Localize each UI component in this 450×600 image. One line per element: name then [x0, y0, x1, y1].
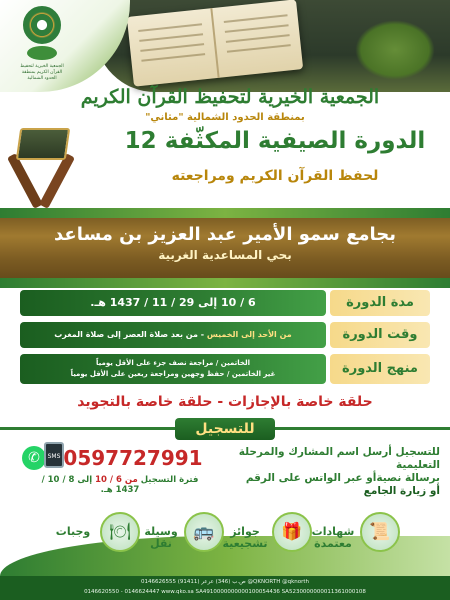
detail-row-duration — [20, 290, 430, 316]
registration-line1: للتسجيل أرسل اسم المشارك والمرحلة التعليمية — [238, 446, 440, 471]
features-bar — [0, 500, 450, 572]
registration-header — [0, 418, 450, 440]
registration-info — [212, 446, 440, 498]
logo-text-line3: الحدود الشمالية — [27, 76, 57, 81]
logo-text-line1: الجمعية الخيرية لتحفيظ — [20, 64, 64, 69]
bus-icon: 🚌 — [184, 512, 224, 552]
curriculum-line1: الخاتمين / مراجعة نصف جزء على الأقل يومياً — [96, 359, 250, 367]
association-logo — [6, 6, 78, 86]
time-days: من الأحد إلى الخميس — [206, 330, 292, 339]
registration-title: للتسجيل — [175, 418, 275, 440]
sms-icon: SMS — [44, 442, 64, 468]
logo-emblem-icon — [23, 6, 61, 44]
curriculum-value — [20, 354, 326, 384]
registration-phone[interactable]: 0597727991 — [63, 446, 203, 470]
time-hours: من بعد صلاة العصر إلى صلاة المغرب — [54, 330, 198, 339]
curriculum-line2: غير الخاتمين / حفظ وجهين ومراجعة ربعين على الأقل يومياً — [70, 370, 276, 378]
district-name: بحي المساعدية الغربية — [158, 248, 292, 262]
period-from: من 6 / 10 — [95, 475, 138, 485]
feature-meals: وجبات — [55, 525, 91, 538]
logo-text-line2: القرآن الكريم بمنطقة — [21, 70, 63, 75]
quran-stand-icon — [6, 118, 82, 208]
feature-certificates: شهادات معتمدة — [311, 525, 355, 550]
whatsapp-icon: ✆ — [22, 446, 46, 470]
duration-value: 6 / 10 إلى 29 / 11 / 1437 هـ. — [20, 290, 326, 316]
footer — [0, 576, 450, 600]
gift-icon: 🎁 — [272, 512, 312, 552]
tree-decoration — [355, 20, 435, 80]
header — [0, 0, 450, 96]
course-title: الدورة الصيفية المكثّفة 12 — [124, 128, 426, 154]
period-label: فترة التسجيل — [140, 475, 199, 485]
detail-row-curriculum — [20, 354, 430, 384]
feature-transport: وسيلة نقل — [144, 525, 178, 550]
curriculum-label: منهج الدورة — [330, 354, 430, 384]
mathani-logo-icon — [27, 46, 57, 60]
feature-prizes: جوائز تشجيعية — [222, 525, 268, 550]
time-label: وقت الدورة — [330, 322, 430, 348]
association-name: الجمعية الخيرية لتحفيظ القرآن الكريم — [80, 86, 380, 108]
registration-line3: أو زيارة الجامع — [363, 485, 440, 497]
registration-period — [30, 475, 210, 495]
registration-line2: برسالة نصيةأو عبر الواتس على الرقم — [245, 472, 440, 484]
region-text: بمنطقة الحدود الشمالية "مثاني" — [145, 112, 305, 123]
time-value: من الأحد إلى الخميس - من بعد صلاة العصر إلى صلاة المغرب — [20, 322, 326, 348]
detail-row-time — [20, 322, 430, 348]
mosque-name: بجامع سمو الأمير عبد العزيز بن مساعد — [54, 224, 396, 245]
duration-label: مدة الدورة — [330, 290, 430, 316]
meal-icon: 🍽 — [100, 512, 140, 552]
course-purpose: لحفظ القرآن الكريم ومراجعته — [171, 168, 379, 184]
footer-line1: ص.ب (346) عرعر (91411) 0146626555 @QKNORTH @qknorth — [140, 579, 310, 585]
certificate-icon: 📜 — [360, 512, 400, 552]
footer-line2: 0146620550 - 0146624447 www.qko.sa SA4910000000000100054436 SA5230000000011361000108 — [84, 589, 366, 595]
special-circles: حلقة خاصة بالإجازات - حلقة خاصة بالتجويد — [77, 394, 373, 410]
period-to: إلى 8 / 10 / 1437 هـ. — [41, 475, 140, 495]
